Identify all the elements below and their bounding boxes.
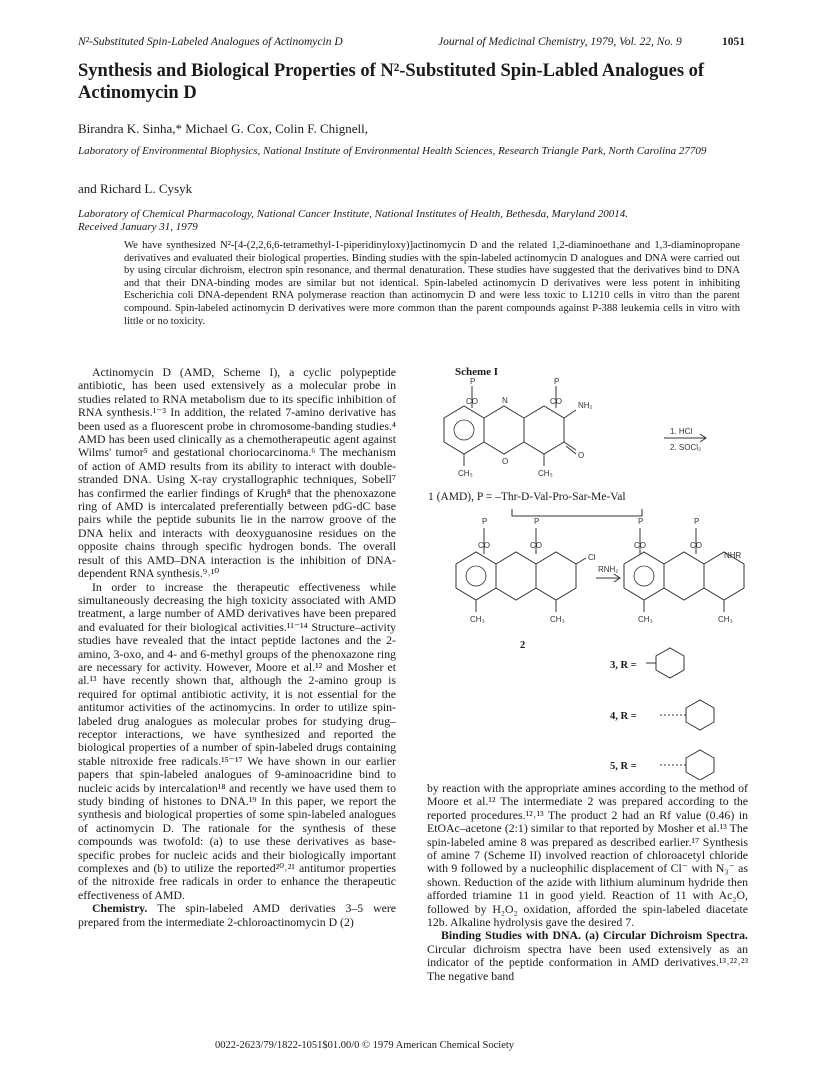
intro-paragraph-2: In order to increase the therapeutic effectiveness while simultaneously decreasing the high toxicity associated with AMD treatment, a large number of AMD derivatives have been prepared and evaluated for their biological activities.¹¹⁻¹⁴ Structure–activity studies have revealed that the intact peptide lactones and the 2-amino, 3-oxo, and 4- and 6-methyl groups of the phenoxazone ring are necessary for activity. However, Moore et al.¹² and Mosher et al.¹³ have recently shown that, although the 2-amino group is required for optimal antibiotic activity, it is not essential for the antitumor activities of the actinomycins. In order to utilize spin-labeled drug analogues as molecular probes for studying drug–receptor interactions, we have synthesized and reported the biological properties of a number of spin-labeled drugs containing stable nitroxide free radicals.¹⁵⁻¹⁷ We have shown in our earlier papers that spin-labeled analogues of 9-aminoacridine bind to nucleic acids by intercalation¹⁸ and recently we have used them to study binding of histones to DNA.¹⁹ In this paper, we report the synthesis and biological properties of some spin-labeled analogues of actinomycin D. The rationale for the synthesis of these compounds was twofold: (a) to use these derivatives as base-specific probes for nucleic acids and their biologically important complexes and (b) to utilize the reported²⁰˒²¹ antitumor properties of the nitroxide free radicals in order to enhance the therapeutic effectiveness of AMD.: [78, 579, 396, 902]
c2-cl: Cl: [588, 553, 596, 562]
r3-label: 3, R =: [610, 660, 637, 671]
c1-ch3-left: CH₃: [458, 469, 473, 478]
c1-n: N: [502, 396, 508, 405]
rnh2-reagent: RNH₂: [598, 565, 619, 574]
p-ch3-left: CH₃: [638, 615, 653, 624]
c1-nh2: NH₂: [578, 401, 593, 410]
compound1-ring-a: [444, 406, 484, 454]
compound-1-definition: 1 (AMD), P = –Thr-D-Val-Pro-Sar-Me-Val: [428, 491, 626, 503]
p-p-left: P: [638, 517, 644, 526]
reagents-step-1: 1. HCl: [670, 427, 693, 436]
c1-co-left: CO: [466, 397, 478, 406]
c1-p-left: P: [470, 378, 476, 386]
c2-ch3-right: CH₃: [550, 615, 565, 624]
page-number: 1051: [722, 36, 745, 48]
p-p-right: P: [694, 517, 700, 526]
received-date: Received January 31, 1979: [78, 221, 198, 233]
c2-ch3-left: CH₃: [470, 615, 485, 624]
journal-citation: Journal of Medicinal Chemistry, 1979, Vol. 22, No. 9: [438, 36, 682, 48]
authors-group-2: and Richard L. Cysyk: [78, 181, 193, 196]
copyright-footer: 0022-2623/79/1822-1051$01.00/0 © 1979 American Chemical Society: [215, 1040, 515, 1051]
binding-text: Circular dichroism spectra have been used extensively as an indicator of the peptide conformation in AMD derivatives.¹³˒²²˒²³ The negative band: [427, 941, 748, 983]
binding-heading: Binding Studies with DNA. (a) Circular Dichroism Spectra.: [441, 928, 748, 943]
authors-group-1: Birandra K. Sinha,* Michael G. Cox, Colin F. Chignell,: [78, 121, 368, 136]
scheme-1-diagram: [424, 378, 754, 780]
p-ch3-right: CH₃: [718, 615, 733, 624]
chemistry-paragraph: [78, 902, 396, 929]
intro-paragraph-1: Actinomycin D (AMD, Scheme I), a cyclic polypeptide antibiotic, has been used extensively as a molecular probe in studies related to RNA metabolism due to its specific inhibition of RNA synthesis.¹⁻³ In addition, the related 7-amino derivative has been used as a fluorescent probe in chromosome-banding studies.⁴ AMD has been used clinically as a chemotherapeutic agent against Wilms' tumor⁵ and gestational choriocarcinoma.⁶ The mechanism of action of AMD results from its ability to interact with double-stranded DNA. Using X-ray crystallographic techniques, Sobell⁷ has confirmed the earlier findings of Krugh⁸ that the phenoxazone ring of AMD is intercalated preferentially between pdG-dC base pairs while the peptide subunits lie in the narrow groove of the DNA helix and interacts with deoxyguanosine residues on the opposite chains through specific hydrogen bonds. The overall result of this AMD–DNA interaction is the inhibition of DNA-dependent RNA synthesis.⁹˒¹⁰: [78, 365, 396, 581]
c1-ch3-right: CH₃: [538, 469, 553, 478]
c1-p-right: P: [554, 378, 560, 386]
r4-piperidinyl-ring: [686, 700, 714, 730]
chemistry-text: The spin-labeled AMD derivaties 3–5 were prepared from the intermediate 2-chloroactinomycin D (2): [78, 901, 396, 929]
affiliation-1: Laboratory of Environmental Biophysics, National Institute of Environmental Health Sciences, Research Triangle Park, North Carolina 27709: [78, 145, 707, 157]
c1-o: O: [502, 457, 509, 466]
c2-co-left: CO: [478, 541, 490, 550]
affiliation-2: Laboratory of Chemical Pharmacology, National Cancer Institute, National Institutes of Health, Bethesda, Maryland 20014.: [78, 208, 628, 220]
compound-2-number: 2: [520, 640, 526, 651]
r5-label: 5, R =: [610, 761, 637, 772]
right-column: [427, 782, 748, 983]
c1-co-right: CO: [550, 397, 562, 406]
p-co-right: CO: [690, 541, 702, 550]
reagents-step-2: 2. SOCl₂: [670, 443, 702, 452]
c2-p-left: P: [482, 517, 488, 526]
scheme-label: Scheme I: [455, 366, 499, 378]
c2-p-right: P: [534, 517, 540, 526]
r3-piperidinyl-ring: [656, 648, 684, 678]
compound1-ring-c: [524, 406, 564, 454]
article-title: Synthesis and Biological Properties of N²-Substituted Spin-Labled Analogues of Actinomycin D: [78, 61, 705, 103]
p-co-left: CO: [634, 541, 646, 550]
abstract: We have synthesized N²-[4-(2,2,6,6-tetramethyl-1-piperidinyloxy)]actinomycin D and the related 1,2-diaminoethane and 1,3-diaminopropane derivatives and evaluated their biological properties. Binding studies with the spin-labeled actinomycin D analogues and DNA were carried out by using circular dichroism, electron spin resonance, and thermal denaturation. These studies have suggested that the derivatives bind to DNA and that their DNA-binding modes are similar but not identical. Spin-labeled actinomycin D derivatives were less potent in inhibiting Escherichia coli DNA-dependent RNA polymerase reaction than actinomycin D and were less toxic to L1210 cells in vitro than the parent compound. Spin-labeled actinomycin D derivatives were more common than the parent compounds against P-388 leukemia cells in vitro with little or no toxicity.: [124, 240, 740, 327]
c2-co-right: CO: [530, 541, 542, 550]
binding-paragraph: [427, 929, 748, 983]
compound1-ring-b: [484, 406, 524, 454]
r5-piperidinyl-ring: [686, 750, 714, 780]
chemistry-continued: by reaction with the appropriate amines according to the method of Moore et al.¹² The intermediate 2 was prepared according to the reported procedures.¹²˒¹³ The product 2 had an Rf value (0.46) in EtOAc–acetone (2:1) similar to that reported by Mosher et al.¹³ The spin-labeled amine 8 was prepared as described earlier.¹⁷ Synthesis of amine 7 (Scheme II) involved reaction of chloroacetyl chloride with 9 followed by a nucleophilic displacement of Cl⁻ with N₃⁻ as shown. Reduction of the azide with lithium aluminum hydride then afforded triamine 11 in good yield. Reaction of 11 with Ac₂O, followed by H₂O₂ oxidation, afforded the spin-labeled diacetate 12b. Alkaline hydrolysis gave the desired 7.: [427, 781, 748, 930]
r4-label: 4, R =: [610, 711, 637, 722]
c1-o-keto: O: [578, 451, 585, 460]
left-column: [78, 366, 396, 929]
chemistry-heading: Chemistry.: [92, 901, 148, 916]
running-title: N²-Substituted Spin-Labeled Analogues of Actinomycin D: [78, 36, 343, 48]
p-nhr: NHR: [724, 551, 742, 560]
